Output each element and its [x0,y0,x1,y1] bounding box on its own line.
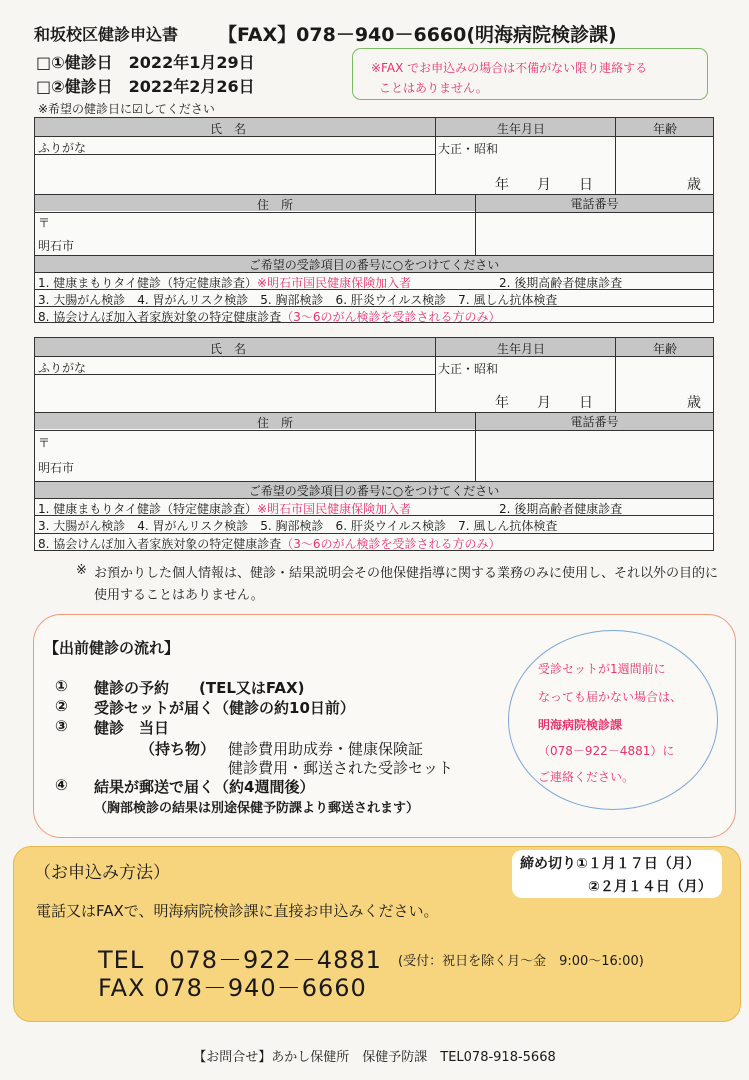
privacy-mark: ※ [76,563,87,578]
item-row-3[interactable] [38,308,501,325]
fax-header: 【FAX】078－940－6660(明海病院検診課) [218,24,617,46]
date-hint: ※希望の健診日に☑してください [38,102,215,116]
name-field[interactable] [35,374,435,412]
step-3: 健診 当日 [94,719,170,737]
item-2[interactable]: 2. 後期高齢者健康診査 [499,502,623,516]
fax-notice-line2: ことはありません。 [379,81,488,95]
bring-label: （持ち物） [140,740,216,758]
bubble-line-1: 受診セットが1週間前に [538,662,666,676]
dob-field[interactable]: 年 月 日 [495,395,593,411]
privacy-note: お預かりした個人情報は、健診・結果説明会その他保健指導に関する業務のみに使用し、それ以外の目的に使用することはありません。 [94,566,719,603]
item-row-2[interactable]: 3. 大腸がん検診 4. 胃がんリスク検診 5. 胸部検診 6. 肝炎ウイルス検診 7. 風しん抗体検査 [38,519,558,533]
fax-number[interactable]: FAX 078－940－6660 [98,974,367,1002]
item-8[interactable]: 8. 協会けんぽ加入者家族対象の特定健康診査 [38,310,282,324]
age-header: 年齢 [653,342,678,356]
address-header: 住 所 [257,416,294,430]
apply-title: （お申込み方法） [34,863,170,883]
dob-field[interactable]: 年 月 日 [495,177,593,193]
name-field[interactable] [35,154,435,194]
furigana-label: ふりがな [38,141,87,155]
era-label: 大正・昭和 [438,362,499,376]
item-8-note: （3～6のがん検診を受診される方のみ） [281,537,501,551]
exam-date-2[interactable]: □②健診日 2022年2月26日 [36,77,255,96]
item-1[interactable]: 1. 健康まもりタイ健診（特定健康診査） [38,502,258,516]
item-row-2[interactable]: 3. 大腸がん検診 4. 胃がんリスク検診 5. 胸部検診 6. 肝炎ウイルス検診 7. 風しん抗体検査 [38,293,558,307]
items-header: ご希望の受診項目の番号に○をつけてください [35,482,713,498]
age-field[interactable]: 歳 [687,177,701,193]
city-label[interactable]: 明石市 [38,239,75,253]
bring-items-1: 健診費用助成券・健康保険証 [228,740,424,758]
chest-result-note: （胸部検診の結果は別途保健予防課より郵送されます） [94,801,420,816]
postal-label[interactable]: 〒 [38,436,51,450]
items-header: ご希望の受診項目の番号に○をつけてください [35,256,713,272]
deadline-1: 締め切り①１月１７日（月） [520,856,700,872]
name-header: 氏 名 [210,122,247,136]
deadline-2: ②２月１４日（月） [588,879,712,895]
bubble-line-4: （078－922－4881）に [538,744,675,758]
step-3-num: ③ [55,717,68,735]
apply-instructions: 電話又はFAXで、明海病院検診課に直接お申込みください。 [36,902,439,920]
city-label[interactable]: 明石市 [38,461,75,475]
bubble-line-5: ご連絡ください。 [538,770,635,784]
item-1-note: ※明石市国民健康保険加入者 [257,276,412,290]
address-header: 住 所 [257,198,294,212]
postal-label[interactable]: 〒 [38,216,51,230]
furigana-label: ふりがな [38,361,87,375]
applicant-form-2 [34,337,714,551]
fax-notice-line1: ※FAX でお申込みの場合は不備がない限り連絡する [371,61,648,75]
tel-hours: (受付：祝日を除く月～金 9:00～16:00) [398,954,644,969]
bubble-line-3: 明海病院検診課 [538,718,623,732]
name-header-row [35,338,713,356]
era-label: 大正・昭和 [438,142,499,156]
applicant-form-1 [34,117,714,323]
item-row-3[interactable] [38,535,501,552]
step-4: 結果が郵送で届く（約4週間後） [94,778,315,796]
flow-title: 【出前健診の流れ】 [44,639,180,657]
dob-header: 生年月日 [497,122,546,136]
bubble-line-2: なっても届かない場合は、 [538,690,683,704]
age-header: 年齢 [653,122,678,136]
step-2: 受診セットが届く（健診の約10日前） [94,699,355,717]
item-1-note: ※明石市国民健康保険加入者 [257,502,412,516]
page-title: 和坂校区健診申込書 [34,25,179,44]
step-1: 健診の予約 (TEL又はFAX) [94,679,305,697]
age-field[interactable]: 歳 [687,395,701,411]
item-8[interactable]: 8. 協会けんぽ加入者家族対象の特定健康診査 [38,537,282,551]
step-2-num: ② [55,697,68,715]
name-header: 氏 名 [210,342,247,356]
item-8-note: （3～6のがん検診を受診される方のみ） [281,310,501,324]
phone-header: 電話番号 [476,413,713,430]
dob-header: 生年月日 [497,342,546,356]
fax-notice [352,48,708,100]
step-4-num: ④ [55,776,68,794]
phone-header: 電話番号 [476,195,713,212]
name-header-row [35,118,713,136]
footer-contact: 【お問合せ】あかし保健所 保健予防課 TEL078-918-5668 [193,1050,556,1065]
item-2[interactable]: 2. 後期高齢者健康診査 [499,276,623,290]
step-1-num: ① [55,677,68,695]
exam-date-1[interactable]: □①健診日 2022年1月29日 [36,53,255,72]
item-1[interactable]: 1. 健康まもりタイ健診（特定健康診査） [38,276,258,290]
tel-number[interactable]: TEL 078－922－4881 [98,946,382,974]
bring-items-2: 健診費用・郵送された受診セット [228,759,454,777]
